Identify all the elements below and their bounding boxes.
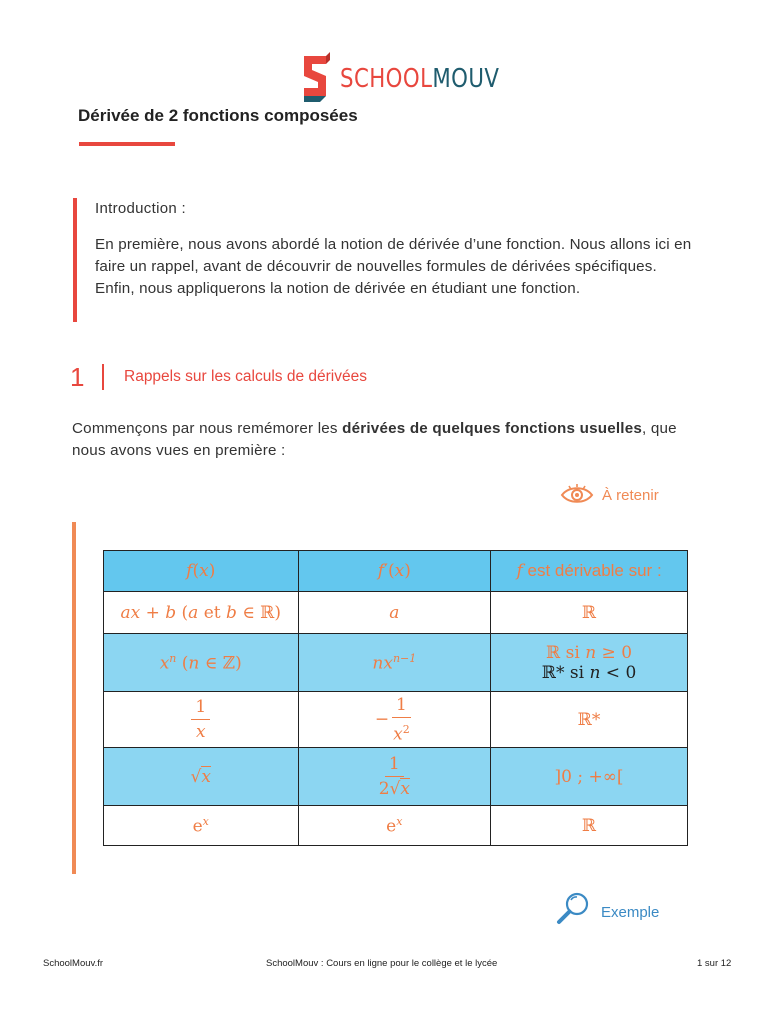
intro-accent-bar [73, 198, 77, 322]
cell-fx: ax + b (a et b ∈ ℝ) [104, 592, 299, 634]
fraction: $\frac{1}{x^2}$ [393, 694, 410, 745]
cell-domain: ℝ* [491, 692, 688, 748]
lead-text-start: Commençons par nous remémorer les [72, 420, 343, 437]
intro-text: En première, nous avons abordé la notion de dérivée d’une fonction. Nous allons ici en faire un rappel, avant de découvrir de nouvelles formules de dérivées spécifiques. Enfin, nous appliquerons la notion de dérivée en étudiant une fonction. [95, 236, 692, 297]
header-domain: f est dérivable sur : [491, 551, 688, 592]
table-row [104, 806, 688, 846]
cell-domain: ]0 ; +∞[ [491, 748, 688, 806]
cell-fpx [298, 748, 491, 806]
derivatives-table [103, 550, 688, 846]
cell-fx: $e^x$ [104, 806, 299, 846]
lead-text-bold: dérivées de quelques fonctions usuelles [342, 420, 642, 437]
logo-s-icon [300, 52, 330, 102]
schoolmouv-logo [300, 52, 500, 102]
section-title: Rappels sur les calculs de dérivées [124, 368, 367, 385]
cell-domain [491, 634, 688, 692]
table-row [104, 634, 688, 692]
section-number: 1 [70, 362, 85, 392]
fraction: $\frac{1}{x}$ [191, 697, 210, 742]
title-underline [79, 142, 175, 146]
exemple-label: Exemple [601, 904, 660, 921]
table-row [104, 592, 688, 634]
footer-tagline: SchoolMouv : Cours en ligne pour le collège et le lycée [266, 958, 498, 969]
cell-fx: √x [104, 748, 299, 806]
retenir-accent-bar [72, 522, 76, 874]
cell-fx [104, 692, 299, 748]
footer-site: SchoolMouv.fr [43, 958, 104, 969]
table-row [104, 748, 688, 806]
footer-page-number: 1 sur 12 [697, 958, 732, 969]
cell-fpx: $nx^{n-1}$ [298, 634, 491, 692]
cell-fpx: $e^x$ [298, 806, 491, 846]
lead-text-end: , que nous avons vues en première : [72, 420, 677, 459]
intro-label: Introduction : [95, 200, 186, 217]
header-fpx: f′(x) [298, 551, 491, 592]
domain-line-2: ℝ* si n < 0 [541, 662, 637, 683]
logo-wordmark [340, 64, 499, 94]
logo-wordmark-part1: SCHOOL [340, 64, 433, 94]
page-title: Dérivée de 2 fonctions composées [78, 106, 358, 125]
magnifier-icon [555, 890, 593, 928]
eye-icon [560, 484, 594, 506]
table-header-row [104, 551, 688, 592]
lead-paragraph [72, 418, 712, 462]
cell-domain: ℝ [491, 806, 688, 846]
table-row [104, 692, 688, 748]
cell-fx: $x^n$ (n ∈ ℤ) [104, 634, 299, 692]
cell-fpx: − $\frac{1}{x^2}$ [298, 692, 491, 748]
fraction: $\frac{1}{2√x}$ [378, 754, 410, 799]
logo-wordmark-part2: MOUV [432, 64, 500, 94]
retenir-label: À retenir [602, 487, 659, 504]
section-divider [102, 364, 104, 390]
header-fx: f(x) [104, 551, 299, 592]
cell-fpx: a [298, 592, 491, 634]
cell-domain: ℝ [491, 592, 688, 634]
domain-line-1: ℝ si n ≥ 0 [546, 642, 633, 663]
